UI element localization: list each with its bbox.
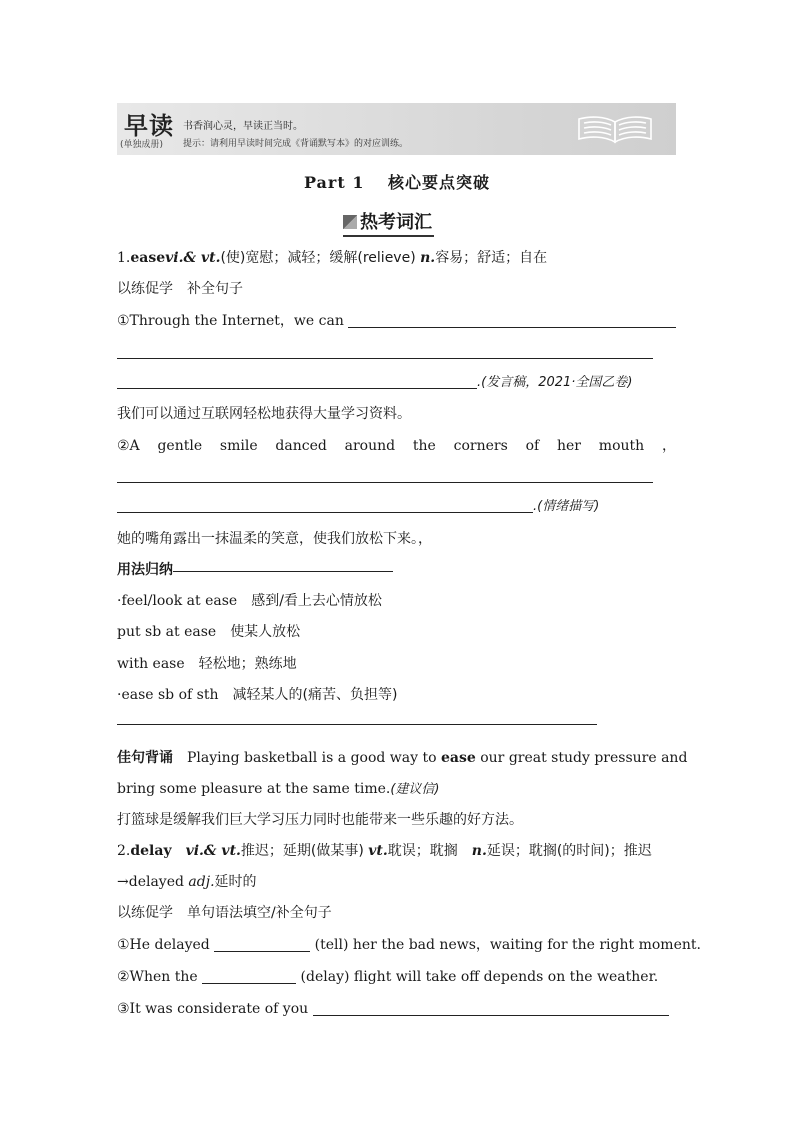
good-sentence-translation: 打篮球是缓解我们巨大学习压力同时也能带来一些乐趣的好方法。 bbox=[117, 812, 523, 828]
delay-example-3 bbox=[117, 999, 669, 1019]
practice-heading bbox=[117, 903, 332, 923]
example-text: ②When the bbox=[117, 969, 198, 985]
headword: ease bbox=[130, 250, 166, 266]
usage-phrase: ·ease sb of sth bbox=[117, 687, 219, 703]
delay-example-2 bbox=[117, 967, 658, 987]
derived-form bbox=[117, 872, 257, 892]
part-of-speech: adj. bbox=[188, 874, 215, 890]
headword: delay bbox=[130, 843, 172, 859]
section-title-text: 热考词汇 bbox=[360, 212, 432, 233]
banner-tip: 提示：请利用早读时间完成《背诵默写本》的对应训练。 bbox=[183, 139, 409, 149]
example-text: (tell) her the bad news，waiting for the right moment. bbox=[314, 937, 701, 953]
morning-reading-banner bbox=[117, 103, 676, 155]
definition: 容易；舒适；自在 bbox=[435, 250, 548, 266]
ease-example-1 bbox=[117, 311, 676, 331]
good-sentence-text: our great study pressure and bbox=[475, 750, 688, 766]
usage-item bbox=[117, 685, 397, 705]
ease-example-2-translation: 她的嘴角露出一抹温柔的笑意，使我们放松下来。， bbox=[117, 531, 432, 547]
practice-task: 单句语法填空/补全句子 bbox=[187, 905, 332, 921]
usage-rule bbox=[173, 561, 393, 572]
practice-task: 补全句子 bbox=[187, 281, 243, 297]
good-sentence-label: 佳句背诵 bbox=[117, 750, 173, 766]
good-sentence-line-2 bbox=[117, 779, 440, 800]
example-text: ③It was considerate of you bbox=[117, 1001, 309, 1017]
example-word: around bbox=[344, 438, 396, 454]
usage-phrase: put sb at ease bbox=[117, 624, 217, 640]
delay-example-1 bbox=[117, 935, 701, 955]
part-of-speech: vt. bbox=[368, 843, 388, 859]
ease-example-2 bbox=[117, 436, 676, 456]
banner-slogan: 书香润心灵，早读正当时。 bbox=[183, 121, 303, 132]
usage-label: 用法归纳 bbox=[117, 562, 173, 578]
open-book-icon bbox=[576, 112, 654, 146]
good-sentence-keyword: ease bbox=[441, 750, 476, 766]
part-title: Part 1 核心要点突破 bbox=[303, 173, 491, 192]
answer-line[interactable] bbox=[117, 358, 653, 359]
good-sentence bbox=[117, 748, 687, 768]
example-source: .(情绪描写) bbox=[533, 499, 600, 514]
practice-heading bbox=[117, 279, 243, 299]
banner-subtitle: (单独成册) bbox=[120, 140, 164, 150]
entry-delay-header bbox=[117, 841, 652, 861]
example-word: danced bbox=[275, 438, 327, 454]
usage-meaning: 减轻某人的(痛苦、负担等) bbox=[232, 687, 398, 703]
arrow-icon: → bbox=[117, 874, 129, 890]
usage-item bbox=[117, 654, 297, 674]
usage-meaning: 感到/看上去心情放松 bbox=[251, 593, 382, 609]
derived-word: delayed bbox=[128, 874, 189, 890]
usage-phrase: with ease bbox=[117, 656, 185, 672]
definition: (使)宽慰；减轻；缓解(relieve) bbox=[220, 250, 421, 266]
good-sentence-source: (建议信) bbox=[390, 782, 440, 797]
ease-example-1-translation: 我们可以通过互联网轻松地获得大量学习资料。 bbox=[117, 406, 411, 422]
entry-number: 1. bbox=[117, 250, 131, 266]
section-title bbox=[343, 208, 434, 237]
example-text: ①Through the Internet，we can bbox=[117, 313, 344, 329]
usage-meaning: 轻松地；熟练地 bbox=[198, 656, 297, 672]
good-sentence-text: Playing basketball is a good way to bbox=[187, 750, 441, 766]
definition: 延误；耽搁(的时间)；推迟 bbox=[486, 843, 652, 859]
definition: 推迟；延期(做某事) bbox=[240, 843, 369, 859]
example-word: the bbox=[412, 438, 436, 454]
divider bbox=[117, 724, 597, 725]
good-sentence-text: bring some pleasure at the same time. bbox=[117, 781, 391, 797]
example-text: ①He delayed bbox=[117, 937, 210, 953]
definition: 耽误；耽搁 bbox=[387, 843, 472, 859]
example-word: ， bbox=[661, 438, 676, 454]
example-text: (delay) flight will take off depends on the weather. bbox=[300, 969, 659, 985]
part-of-speech: n. bbox=[420, 250, 436, 266]
answer-blank[interactable] bbox=[202, 969, 296, 984]
example-word: her bbox=[557, 438, 581, 454]
answer-blank[interactable] bbox=[117, 374, 477, 389]
answer-blank[interactable] bbox=[214, 937, 310, 952]
part-of-speech: vi.& vt. bbox=[165, 250, 221, 266]
example-word: smile bbox=[219, 438, 258, 454]
example-source: .(发言稿，2021·全国乙卷) bbox=[477, 375, 633, 390]
example-word: corners bbox=[453, 438, 508, 454]
usage-phrase: ·feel/look at ease bbox=[117, 593, 238, 609]
answer-blank[interactable] bbox=[117, 498, 533, 513]
banner-title: 早读 bbox=[124, 112, 174, 140]
ease-example-1-end bbox=[117, 372, 633, 393]
example-word: gentle bbox=[157, 438, 203, 454]
usage-meaning: 使某人放松 bbox=[230, 624, 301, 640]
part-of-speech: n. bbox=[471, 843, 487, 859]
practice-label: 以练促学 bbox=[117, 281, 173, 297]
part-of-speech: vi.& vt. bbox=[185, 843, 241, 859]
example-word: ②A bbox=[117, 438, 140, 454]
example-word: of bbox=[525, 438, 540, 454]
usage-item bbox=[117, 622, 300, 642]
entry-number: 2. bbox=[117, 843, 131, 859]
ease-example-2-end bbox=[117, 496, 599, 517]
section-marker-icon bbox=[343, 215, 357, 229]
practice-label: 以练促学 bbox=[117, 905, 173, 921]
answer-blank[interactable] bbox=[313, 1001, 669, 1016]
definition: 延时的 bbox=[214, 874, 257, 890]
answer-line[interactable] bbox=[117, 482, 653, 483]
usage-item bbox=[117, 591, 382, 611]
entry-ease-header bbox=[117, 248, 547, 268]
usage-heading bbox=[117, 560, 393, 580]
answer-blank[interactable] bbox=[348, 313, 676, 328]
example-word: mouth bbox=[598, 438, 645, 454]
